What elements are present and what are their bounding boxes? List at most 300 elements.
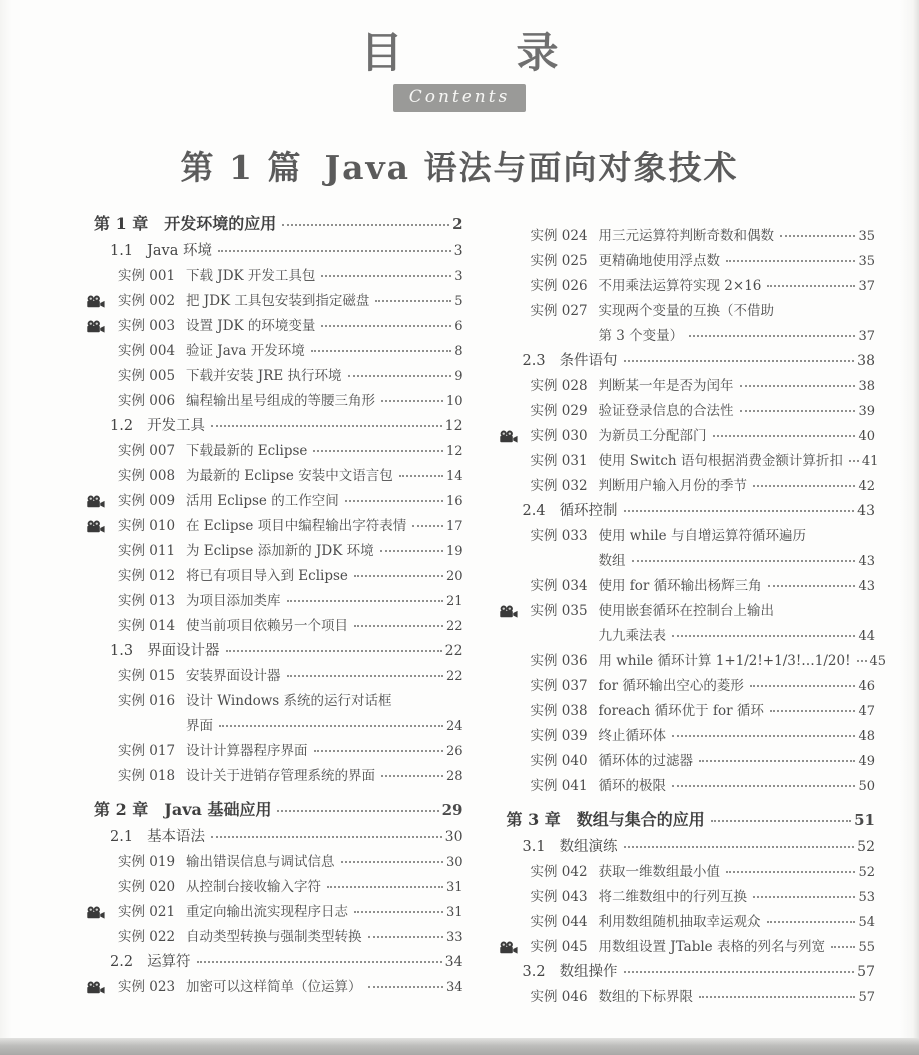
page-number: 30: [445, 855, 463, 871]
example-title: 为项目添加类库: [186, 593, 281, 610]
dotted-leader: [197, 961, 442, 963]
dotted-leader: [711, 820, 851, 822]
page-number: 47: [858, 704, 875, 720]
toc-example-entry: [499, 474, 876, 499]
example-title: 下载最新的 Eclipse: [186, 443, 308, 460]
page-number: 14: [445, 469, 463, 485]
toc-example-entry: [86, 925, 463, 950]
page-number: 41: [861, 454, 879, 470]
dotted-leader: [321, 275, 451, 277]
toc-section-entry: [499, 835, 876, 860]
dotted-leader: [624, 360, 855, 362]
toc-example-entry: [499, 299, 876, 324]
page-number: 31: [445, 905, 463, 921]
page-number: 38: [858, 379, 875, 395]
example-number: 实例 020: [118, 879, 176, 896]
example-number: 实例 038: [530, 703, 588, 720]
toc-section-entry: [499, 349, 876, 374]
dotted-leader: [849, 460, 859, 462]
toc-example-entry: [499, 224, 876, 249]
section-number: 1.1: [110, 243, 134, 260]
contents-badge: Contents: [393, 84, 527, 112]
toc-column-right: [499, 211, 887, 1010]
dotted-leader: [311, 350, 452, 352]
dotted-leader: [767, 285, 855, 287]
dotted-leader: [277, 810, 438, 812]
toc-section-entry: [86, 239, 463, 264]
toc-example-entry: [499, 860, 876, 885]
example-title: 下载 JDK 开发工具包: [186, 268, 316, 285]
example-title: 重定向输出流实现程序日志: [186, 904, 348, 921]
example-number: 实例 030: [530, 428, 588, 445]
chapter-number: 第 3 章: [506, 810, 561, 830]
page-number: 50: [858, 779, 875, 795]
page-number: 6: [454, 319, 463, 335]
example-title: 安装界面设计器: [186, 668, 281, 685]
toc-example-entry: [499, 274, 876, 299]
toc-example-entry: [86, 439, 463, 464]
example-number: 实例 033: [530, 528, 588, 545]
example-title: 为 Eclipse 添加新的 JDK 环境: [186, 543, 374, 560]
camera-icon-slot: [86, 495, 118, 508]
example-title: 使用 Switch 语句根据消费金额计算折扣: [598, 453, 843, 470]
dotted-leader: [699, 760, 855, 762]
toc-example-entry: [499, 399, 876, 424]
example-title: 把 JDK 工具包安装到指定磁盘: [186, 293, 370, 310]
toc-example-entry: [499, 885, 876, 910]
camera-icon: [86, 495, 105, 508]
dotted-leader: [632, 560, 856, 562]
dotted-leader: [699, 996, 855, 998]
toc-example-entry: [499, 249, 876, 274]
example-title: 将二维数组中的行列互换: [598, 889, 747, 906]
example-number: 实例 043: [530, 889, 588, 906]
page-number: 2: [452, 215, 463, 234]
page-number: 8: [454, 344, 463, 360]
toc-example-entry: [86, 564, 463, 589]
dotted-leader: [348, 375, 452, 377]
page-number: 5: [454, 294, 463, 310]
dotted-leader: [211, 425, 442, 427]
example-title: 设计 Windows 系统的运行对话框: [186, 693, 392, 710]
page-number: 43: [858, 579, 875, 595]
example-number: 实例 014: [118, 618, 176, 635]
section-title: 数组操作: [559, 964, 618, 981]
chapter-title: Java 基础应用: [164, 800, 272, 820]
toc-example-entry-continuation: [499, 549, 876, 574]
toc-example-entry: [499, 699, 876, 724]
page-number: 51: [854, 811, 875, 830]
dotted-leader: [624, 971, 855, 973]
toc-example-entry: [86, 875, 463, 900]
example-title: 使当前项目依赖另一个项目: [186, 618, 348, 635]
toc-example-entry: [499, 449, 879, 474]
camera-icon-slot: [86, 320, 118, 333]
page-number: 52: [858, 865, 875, 881]
example-title: 用三元运算符判断奇数和偶数: [598, 228, 774, 245]
example-title: 用数组设置 JTable 表格的列名与列宽: [598, 939, 825, 956]
toc-section-entry: [499, 960, 876, 985]
chapter-number: 第 2 章: [94, 800, 149, 820]
page-number: 34: [445, 980, 463, 996]
dotted-leader: [282, 224, 449, 226]
page-number: 44: [858, 629, 875, 645]
example-title-line2: 数组: [598, 553, 626, 570]
example-number: 实例 002: [118, 293, 176, 310]
dotted-leader: [211, 836, 442, 838]
dotted-leader: [321, 325, 451, 327]
toc-example-entry: [86, 514, 463, 539]
page-number: 3: [453, 243, 463, 260]
dotted-leader: [768, 585, 856, 587]
example-title: 加密可以这样简单（位运算）: [186, 979, 362, 996]
example-number: 实例 028: [530, 378, 588, 395]
page-number: 43: [858, 554, 875, 570]
page-number: 29: [441, 801, 463, 820]
example-number: 实例 021: [118, 904, 176, 921]
chapter-number: 第 1 章: [94, 214, 149, 234]
page-number: 22: [445, 669, 463, 685]
page-number: 35: [858, 229, 875, 245]
example-number: 实例 025: [530, 253, 588, 270]
example-title: 判断某一年是否为闰年: [598, 378, 734, 395]
example-number: 实例 044: [530, 914, 588, 931]
example-number: 实例 009: [118, 493, 176, 510]
example-number: 实例 023: [118, 979, 176, 996]
example-number: 实例 027: [530, 303, 588, 320]
example-number: 实例 008: [118, 468, 176, 485]
example-number: 实例 011: [118, 543, 176, 560]
page-number: 49: [858, 754, 875, 770]
example-number: 实例 040: [530, 753, 588, 770]
dotted-leader: [368, 936, 443, 938]
toc-example-entry: [86, 689, 463, 714]
example-title-line2: 九九乘法表: [598, 628, 666, 645]
toc-columns: [0, 189, 919, 1010]
example-title: 更精确地使用浮点数: [598, 253, 720, 270]
section-number: 3.1: [522, 839, 546, 856]
toc-example-entry: [86, 464, 463, 489]
camera-icon-slot: [499, 430, 531, 443]
toc-section-entry: [86, 950, 463, 975]
toc-example-entry: [499, 574, 876, 599]
scan-bottom-shadow: [0, 1038, 919, 1055]
page-number: 24: [445, 719, 463, 735]
dotted-leader: [354, 575, 443, 577]
toc-example-entry: [499, 599, 876, 624]
example-number: 实例 032: [530, 478, 588, 495]
scan-right-edge-shadow: [913, 0, 919, 1055]
dotted-leader: [375, 300, 451, 302]
toc-example-entry: [86, 339, 463, 364]
page-number: 10: [445, 394, 463, 410]
page-number: 12: [444, 418, 463, 435]
toc-chapter-entry: [499, 807, 876, 835]
dotted-leader: [753, 896, 855, 898]
example-number: 实例 012: [118, 568, 176, 585]
chapter-title: 数组与集合的应用: [576, 810, 705, 830]
camera-icon: [499, 605, 518, 618]
section-title: 界面设计器: [147, 643, 220, 660]
toc-example-entry: [499, 935, 876, 960]
page-number: 48: [858, 729, 875, 745]
toc-example-entry-continuation: [86, 714, 463, 739]
camera-icon: [86, 906, 105, 919]
page-number: 37: [858, 279, 875, 295]
example-number: 实例 022: [118, 929, 176, 946]
example-number: 实例 026: [530, 278, 588, 295]
dotted-leader: [313, 450, 443, 452]
example-title: 编程输出星号组成的等腰三角形: [186, 393, 375, 410]
section-title: 基本语法: [147, 829, 206, 846]
example-title: 将已有项目导入到 Eclipse: [186, 568, 348, 585]
toc-column-left: [86, 211, 463, 1000]
camera-icon-slot: [86, 981, 118, 994]
example-title: 利用数组随机抽取幸运观众: [598, 914, 761, 931]
toc-example-entry: [86, 664, 463, 689]
page-number: 31: [445, 880, 463, 896]
example-title: 使用 while 与自增运算符循环遍历: [598, 528, 806, 545]
part-title-prefix: 第 1 篇: [180, 148, 303, 188]
example-number: 实例 004: [118, 343, 176, 360]
example-number: 实例 046: [530, 989, 588, 1006]
dotted-leader: [750, 685, 856, 687]
toc-section-entry: [86, 639, 463, 664]
camera-icon: [499, 941, 518, 954]
example-number: 实例 035: [530, 603, 588, 620]
dotted-leader: [412, 525, 443, 527]
dotted-leader: [740, 410, 856, 412]
example-title: 判断用户输入月份的季节: [598, 478, 747, 495]
page-number: 35: [858, 254, 875, 270]
page-number: 42: [858, 479, 875, 495]
page-number: 38: [857, 353, 875, 370]
dotted-leader: [354, 625, 443, 627]
example-title: 不用乘法运算符实现 2×16: [598, 278, 762, 295]
camera-icon-slot: [86, 520, 118, 533]
page-number: 53: [858, 890, 875, 906]
part-title: [0, 142, 919, 189]
toc-example-entry-continuation: [499, 324, 876, 349]
toc-section-entry: [86, 825, 463, 850]
example-title: 终止循环体: [598, 728, 666, 745]
example-title: for 循环输出空心的菱形: [598, 678, 744, 695]
page-number: 54: [858, 915, 875, 931]
camera-icon: [86, 295, 105, 308]
dotted-leader: [226, 650, 442, 652]
section-title: 开发工具: [147, 418, 206, 435]
page-number: 57: [858, 990, 875, 1006]
dotted-leader: [831, 946, 856, 948]
page-number: 26: [445, 744, 463, 760]
dotted-leader: [287, 675, 443, 677]
page-title: 目 录: [360, 28, 595, 77]
toc-example-entry: [86, 739, 463, 764]
dotted-leader: [218, 250, 451, 252]
example-title: 设计关于进销存管理系统的界面: [186, 768, 375, 785]
example-number: 实例 041: [530, 778, 588, 795]
page-number: 37: [858, 329, 875, 345]
dotted-leader: [770, 710, 856, 712]
page-number: 45: [869, 654, 887, 670]
example-number: 实例 036: [530, 653, 588, 670]
example-title: 使用嵌套循环在控制台上输出: [598, 603, 774, 620]
example-number: 实例 006: [118, 393, 176, 410]
section-number: 2.4: [522, 503, 546, 520]
camera-icon-slot: [86, 906, 118, 919]
example-title-line2: 第 3 个变量）: [598, 328, 684, 345]
dotted-leader: [740, 385, 856, 387]
example-title: 为最新的 Eclipse 安装中文语言包: [186, 468, 393, 485]
toc-example-entry: [86, 614, 463, 639]
example-title: 自动类型转换与强制类型转换: [186, 929, 362, 946]
camera-icon: [86, 320, 105, 333]
dotted-leader: [368, 986, 443, 988]
toc-example-entry: [86, 764, 463, 789]
page-number: 34: [444, 954, 463, 971]
section-number: 3.2: [522, 964, 546, 981]
page-number: 33: [445, 930, 463, 946]
dotted-leader: [689, 335, 855, 337]
page-number: 57: [857, 964, 875, 981]
dotted-leader: [672, 635, 855, 637]
toc-example-entry: [499, 774, 876, 799]
toc-example-entry: [86, 975, 463, 1000]
toc-example-entry: [86, 314, 463, 339]
dotted-leader: [857, 660, 867, 662]
dotted-leader: [381, 400, 443, 402]
page-number: 22: [445, 619, 463, 635]
toc-example-entry: [86, 489, 463, 514]
dotted-leader: [341, 861, 443, 863]
toc-chapter-entry: [86, 211, 463, 239]
toc-example-entry: [86, 264, 463, 289]
dotted-leader: [624, 510, 855, 512]
example-title: 在 Eclipse 项目中编程输出字符表情: [186, 518, 407, 535]
section-number: 2.3: [522, 353, 546, 370]
page-number: 52: [857, 839, 875, 856]
page-number: 17: [445, 519, 463, 535]
toc-example-entry: [86, 850, 463, 875]
example-title: 验证登录信息的合法性: [598, 403, 734, 420]
toc-example-entry-continuation: [499, 624, 876, 649]
toc-example-entry: [499, 524, 876, 549]
example-number: 实例 031: [530, 453, 588, 470]
example-number: 实例 016: [118, 693, 176, 710]
example-title: 数组的下标界限: [598, 989, 693, 1006]
page-number: 12: [445, 444, 463, 460]
example-title: 获取一维数组最小值: [598, 864, 720, 881]
dotted-leader: [287, 600, 443, 602]
section-number: 2.1: [110, 829, 134, 846]
example-number: 实例 010: [118, 518, 176, 535]
example-number: 实例 039: [530, 728, 588, 745]
example-number: 实例 001: [118, 268, 176, 285]
page-number: 30: [444, 829, 463, 846]
example-number: 实例 013: [118, 593, 176, 610]
example-title: 下载并安装 JRE 执行环境: [186, 368, 342, 385]
page-number: 39: [858, 404, 875, 420]
page-number: 43: [857, 503, 875, 520]
toc-example-entry: [86, 589, 463, 614]
example-title: 循环的极限: [598, 778, 666, 795]
section-title: 运算符: [147, 954, 191, 971]
camera-icon-slot: [499, 605, 531, 618]
dotted-leader: [713, 435, 856, 437]
example-title: 从控制台接收输入字符: [186, 879, 321, 896]
example-number: 实例 034: [530, 578, 588, 595]
toc-example-entry: [86, 389, 463, 414]
page-number: 3: [454, 269, 463, 285]
toc-section-entry: [86, 414, 463, 439]
example-title: 用 while 循环计算 1+1/2!+1/3!…1/20!: [598, 653, 851, 670]
example-title: 设计计算器程序界面: [186, 743, 308, 760]
dotted-leader: [767, 921, 856, 923]
section-number: 1.2: [110, 418, 134, 435]
example-number: 实例 003: [118, 318, 176, 335]
dotted-leader: [314, 750, 443, 752]
chapter-title: 开发环境的应用: [164, 214, 277, 234]
toc-example-entry: [499, 424, 876, 449]
section-number: 2.2: [110, 954, 134, 971]
example-title: 使用 for 循环输出杨辉三角: [598, 578, 762, 595]
toc-example-entry: [86, 900, 463, 925]
section-title: Java 环境: [147, 243, 212, 260]
camera-icon-slot: [86, 295, 118, 308]
example-number: 实例 019: [118, 854, 176, 871]
camera-icon: [86, 981, 105, 994]
dotted-leader: [345, 500, 443, 502]
toc-example-entry: [86, 289, 463, 314]
page-number: 19: [445, 544, 463, 560]
example-title: 循环体的过滤器: [598, 753, 693, 770]
section-title: 数组演练: [559, 839, 618, 856]
dotted-leader: [399, 475, 443, 477]
toc-section-entry: [499, 499, 876, 524]
page-number: 28: [445, 769, 463, 785]
page-number: 46: [858, 679, 875, 695]
dotted-leader: [726, 871, 855, 873]
page-number: 22: [444, 643, 463, 660]
contents-badge-wrap: [0, 84, 919, 112]
page-number: 9: [454, 369, 463, 385]
part-title-text: Java 语法与面向对象技术: [324, 148, 739, 188]
section-number: 1.3: [110, 643, 134, 660]
section-title: 条件语句: [559, 353, 618, 370]
example-number: 实例 015: [118, 668, 176, 685]
example-number: 实例 017: [118, 743, 176, 760]
example-title: foreach 循环优于 for 循环: [598, 703, 764, 720]
example-number: 实例 042: [530, 864, 588, 881]
example-title: 活用 Eclipse 的工作空间: [186, 493, 339, 510]
example-title: 实现两个变量的互换（不借助: [598, 303, 774, 320]
dotted-leader: [753, 485, 855, 487]
example-title-line2: 界面: [186, 718, 213, 735]
toc-example-entry: [499, 374, 876, 399]
toc-example-entry: [86, 364, 463, 389]
dotted-leader: [327, 886, 443, 888]
example-number: 实例 018: [118, 768, 176, 785]
toc-example-entry: [499, 985, 876, 1010]
dotted-leader: [354, 911, 443, 913]
dotted-leader: [380, 550, 443, 552]
toc-example-entry: [86, 539, 463, 564]
dotted-leader: [726, 260, 855, 262]
example-number: 实例 007: [118, 443, 176, 460]
toc-example-entry: [499, 649, 887, 674]
dotted-leader: [672, 785, 855, 787]
example-title: 设置 JDK 的环境变量: [186, 318, 316, 335]
